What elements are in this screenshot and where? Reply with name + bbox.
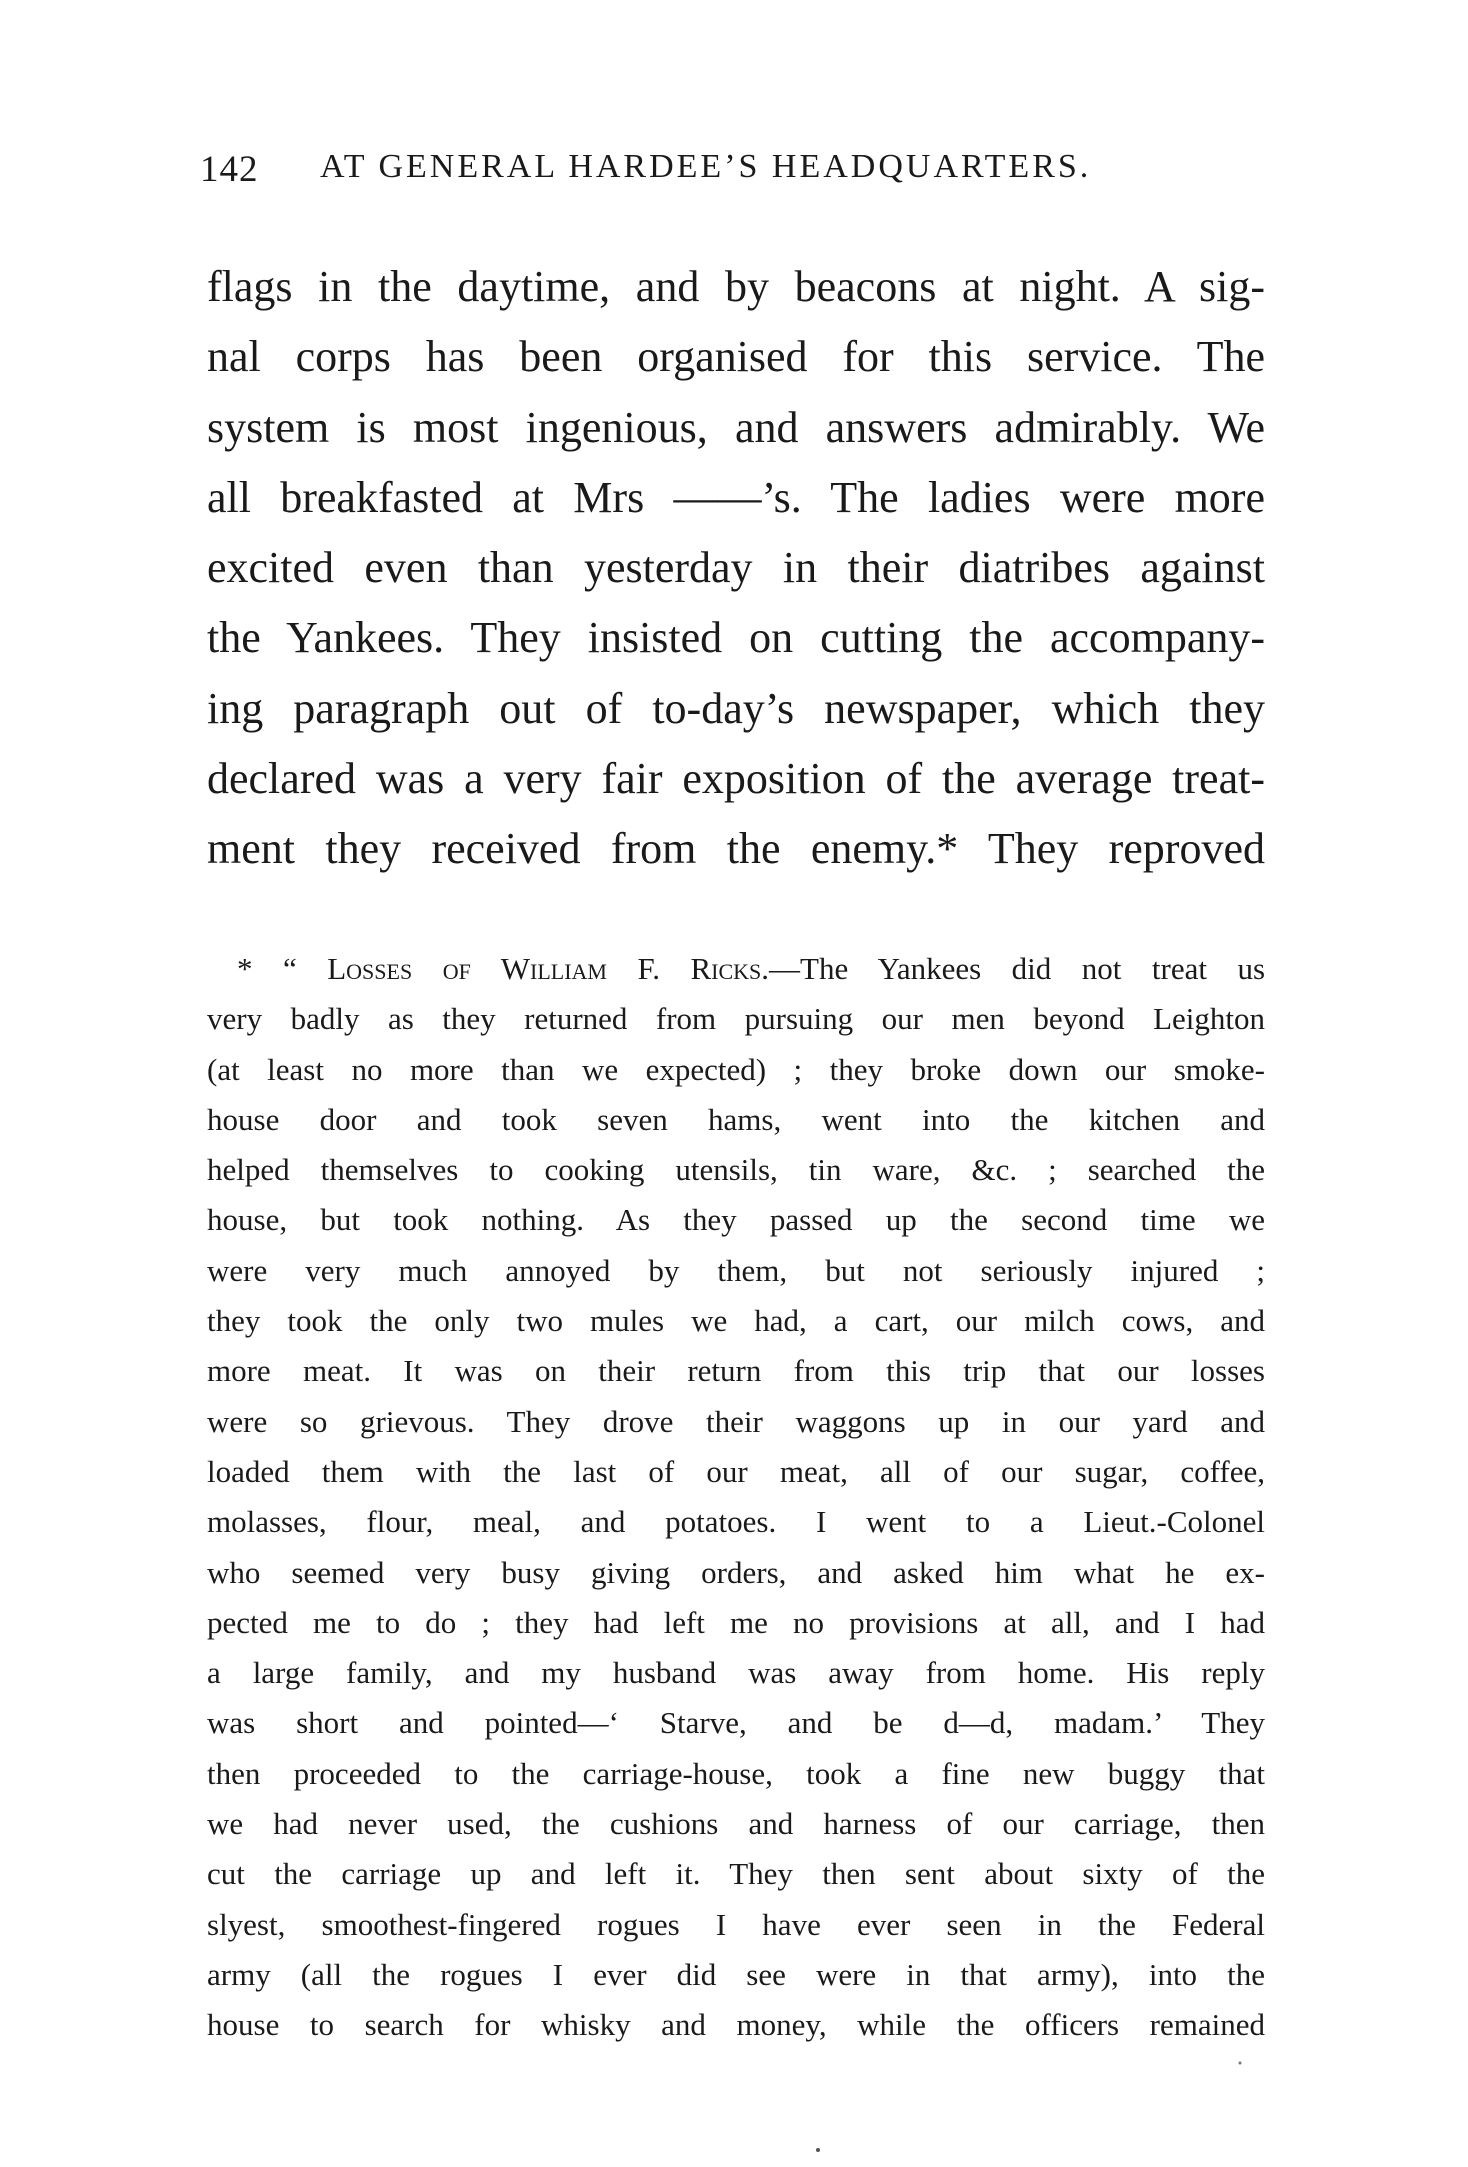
footnote-line: who seemed very busy giving orders, and asked him what he ex-	[207, 1554, 1265, 1590]
footnote-lead: * “ Losses of William F. Ricks.	[237, 951, 770, 986]
main-text	[207, 252, 1265, 885]
footnote-line: were so grievous. They drove their waggons up in our yard and	[207, 1403, 1265, 1439]
footnote-line: loaded them with the last of our meat, all of our sugar, coffee,	[207, 1453, 1265, 1489]
body-line: nal corps has been organised for this service. The	[207, 332, 1265, 382]
footnote-line: very badly as they returned from pursuing our men beyond Leighton	[207, 1001, 1265, 1037]
footnote-line: was short and pointed—‘ Starve, and be d—d, madam.’ They	[207, 1705, 1265, 1741]
body-line: the Yankees. They insisted on cutting the accompany-	[207, 613, 1265, 663]
footnote-first-line-rest: —The Yankees did not treat us	[769, 951, 1266, 986]
footnote-line: a large family, and my husband was away from home. His reply	[207, 1655, 1265, 1691]
body-line: ment they received from the enemy.* They reproved	[207, 824, 1265, 874]
footnote-line: house to search for whisky and money, while the officers remained	[207, 2007, 1265, 2043]
page-number: 142	[200, 149, 259, 190]
footnote-line: cut the carriage up and left it. They then sent about sixty of the	[207, 1856, 1265, 1892]
running-header	[200, 148, 1260, 200]
footnote-line: we had never used, the cushions and harness of our carriage, then	[207, 1806, 1265, 1842]
footnote-line: were very much annoyed by them, but not seriously injured ;	[207, 1252, 1265, 1288]
body-line: excited even than yesterday in their diatribes against	[207, 543, 1265, 593]
footnote-line: slyest, smoothest-fingered rogues I have ever seen in the Federal	[207, 1906, 1265, 1942]
footnote-line: (at least no more than we expected) ; they broke down our smoke-	[207, 1051, 1265, 1087]
footnote-line: more meat. It was on their return from this trip that our losses	[207, 1353, 1265, 1389]
ink-speck	[1239, 2062, 1242, 2065]
ink-speck	[816, 2148, 820, 2152]
body-line: ing paragraph out of to-day’s newspaper, which they	[207, 683, 1265, 733]
body-line: all breakfasted at Mrs ——’s. The ladies were more	[207, 472, 1265, 522]
footnote-line: molasses, flour, meal, and potatoes. I went to a Lieut.-Colonel	[207, 1504, 1265, 1540]
body-line: system is most ingenious, and answers admirably. We	[207, 402, 1265, 452]
footnote-line: house, but took nothing. As they passed up the second time we	[207, 1202, 1265, 1238]
footnote-line: then proceeded to the carriage-house, took a fine new buggy that	[207, 1755, 1265, 1791]
footnote-line: army (all the rogues I ever did see were in that army), into the	[207, 1956, 1265, 1992]
footnote-line: house door and took seven hams, went into the kitchen and	[207, 1101, 1265, 1137]
footnote-first-line	[207, 944, 1265, 994]
footnote-line: helped themselves to cooking utensils, tin ware, &c. ; searched the	[207, 1152, 1265, 1188]
footnote	[207, 944, 1265, 2051]
footnote-line: pected me to do ; they had left me no provisions at all, and I had	[207, 1604, 1265, 1640]
body-line: declared was a very fair exposition of the average treat-	[207, 754, 1265, 804]
body-line: flags in the daytime, and by beacons at night. A sig-	[207, 262, 1265, 311]
footnote-line: they took the only two mules we had, a cart, our milch cows, and	[207, 1303, 1265, 1339]
running-title: AT GENERAL HARDEE’S HEADQUARTERS.	[320, 148, 1092, 185]
